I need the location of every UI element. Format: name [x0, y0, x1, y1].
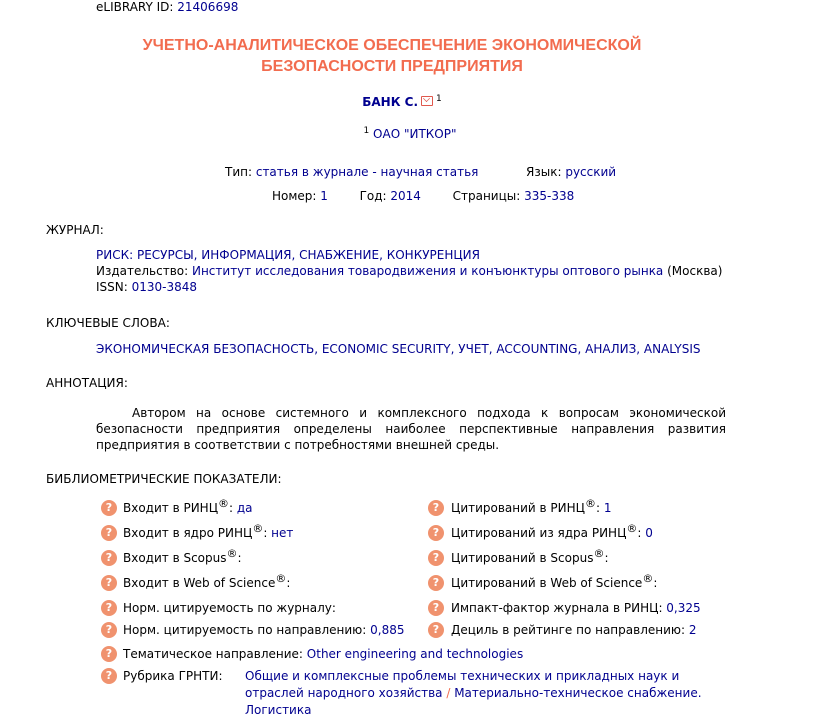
biblio-metric: Входит в Scopus®:: [123, 547, 242, 565]
article-language: русский: [565, 165, 617, 179]
elibrary-id: eLIBRARY ID: 21406698: [96, 0, 239, 14]
author-link[interactable]: БАНК С.: [362, 95, 419, 109]
keyword-separator: ,: [577, 342, 586, 356]
biblio-heading: БИБЛИОМЕТРИЧЕСКИЕ ПОКАЗАТЕЛИ:: [46, 472, 282, 486]
help-icon[interactable]: ?: [101, 575, 117, 591]
metric-value[interactable]: 0: [645, 526, 653, 540]
grnti-label: Рубрика ГРНТИ:: [123, 669, 223, 683]
email-icon[interactable]: [421, 96, 433, 106]
registered-mark: ®: [226, 547, 238, 560]
biblio-metric: Цитирований в Scopus®:: [451, 547, 609, 565]
metric-label: Дециль в рейтинге по направлению: [451, 623, 681, 637]
keyword-link[interactable]: ECONOMIC SECURITY: [321, 342, 451, 356]
metric-label: Импакт-фактор журнала в РИНЦ: [451, 601, 659, 615]
registered-mark: ®: [585, 497, 596, 510]
help-icon[interactable]: ?: [428, 550, 444, 566]
metric-value[interactable]: 1: [603, 501, 612, 515]
thematic-link[interactable]: Other engineering and technologies: [306, 647, 524, 661]
registered-mark: ®: [626, 522, 638, 535]
grnti-rubric: Общие и комплексные проблемы технических и прикладных наук и отраслей народного хозяйства / Материально-техническое снабжение. Логистика: [245, 669, 702, 717]
journal-issn: ISSN: 0130-3848: [96, 280, 198, 294]
affiliation-link[interactable]: ОАО "ИТКОР": [373, 127, 457, 141]
keyword-link[interactable]: ACCOUNTING: [496, 342, 578, 356]
metric-value[interactable]: 2: [688, 623, 697, 637]
registered-mark: ®: [642, 572, 654, 585]
biblio-metric: Норм. цитируемость по журналу:: [123, 601, 336, 615]
metric-label: Цитирований в Web of Science: [451, 576, 643, 590]
journal-name: [96, 248, 480, 262]
help-icon[interactable]: ?: [428, 622, 444, 638]
metric-value[interactable]: 0,325: [666, 601, 701, 615]
keyword-link[interactable]: АНАЛИЗ: [585, 342, 637, 356]
help-icon[interactable]: ?: [101, 525, 117, 541]
biblio-metric: Цитирований в РИНЦ®: 1: [451, 497, 612, 515]
keyword-separator: ,: [488, 342, 497, 356]
annotation-heading: АННОТАЦИЯ:: [46, 376, 128, 390]
metric-value[interactable]: 0,885: [370, 623, 405, 637]
help-icon[interactable]: ?: [428, 575, 444, 591]
pages-value: 335-338: [524, 189, 575, 203]
biblio-metric: Норм. цитируемость по направлению: 0,885: [123, 623, 405, 637]
keyword-separator: ,: [314, 342, 322, 356]
metric-label: Цитирований в Scopus: [451, 551, 594, 565]
journal-heading: ЖУРНАЛ:: [46, 223, 104, 237]
meta-number-year-pages: Номер: 1 Год: 2014 Страницы: 335-338: [272, 189, 575, 203]
year-link[interactable]: 2014: [390, 189, 421, 203]
help-icon[interactable]: ?: [101, 646, 117, 662]
keyword-link[interactable]: ЭКОНОМИЧЕСКАЯ БЕЗОПАСНОСТЬ: [96, 342, 315, 356]
keywords-heading: КЛЮЧЕВЫЕ СЛОВА:: [46, 316, 170, 330]
metric-value[interactable]: да: [236, 501, 253, 515]
grnti-link-1[interactable]: Общие и комплексные проблемы технических и прикладных наук и отраслей народного хозяйства: [245, 669, 680, 700]
registered-mark: ®: [275, 572, 287, 585]
metric-label: Норм. цитируемость по журналу: [123, 601, 332, 615]
help-icon[interactable]: ?: [428, 600, 444, 616]
annotation-text: Автором на основе системного и комплексного подхода к вопросам экономической безопасности предприятия определены наиболее перспективные направления развития предприятия в соответствии с потребностями внешней среды.: [96, 406, 726, 452]
keywords-list: [96, 342, 701, 356]
help-icon[interactable]: ?: [101, 668, 117, 684]
biblio-metric: Цитирований в Web of Science®:: [451, 572, 658, 590]
metric-value[interactable]: нет: [271, 526, 294, 540]
metric-label: Норм. цитируемость по направлению: [123, 623, 363, 637]
journal-publisher: Издательство: Институт исследования товародвижения и конъюнктуры оптового рынка (Москва): [96, 264, 723, 278]
registered-mark: ®: [252, 522, 264, 535]
keyword-separator: ,: [450, 342, 459, 356]
metric-label: Цитирований в РИНЦ: [451, 501, 585, 515]
registered-mark: ®: [218, 497, 230, 510]
article-title: УЧЕТНО-АНАЛИТИЧЕСКОЕ ОБЕСПЕЧЕНИЕ ЭКОНОМИЧЕСКОЙ БЕЗОПАСНОСТИ ПРЕДПРИЯТИЯ: [142, 37, 642, 75]
biblio-metric: Цитирований из ядра РИНЦ®: 0: [451, 522, 653, 540]
help-icon[interactable]: ?: [428, 525, 444, 541]
metric-label: Входит в Web of Science: [123, 576, 276, 590]
biblio-metric: Входит в РИНЦ®: да: [123, 497, 253, 515]
biblio-metric: Дециль в рейтинге по направлению: 2: [451, 623, 697, 637]
metric-label: Входит в РИНЦ: [123, 501, 219, 515]
metric-label: Входит в Scopus: [123, 551, 227, 565]
article-type: статья в журнале - научная статья: [255, 165, 479, 179]
keyword-link[interactable]: УЧЕТ: [458, 342, 489, 356]
help-icon[interactable]: ?: [101, 550, 117, 566]
affiliation: $^1$ ОАО "ИТКОР": [363, 126, 457, 141]
issue-number-link[interactable]: 1: [320, 189, 328, 203]
registered-mark: ®: [593, 547, 605, 560]
grnti-link-2[interactable]: Материально-техническое снабжение. Логистика: [245, 686, 702, 717]
keyword-link[interactable]: ANALYSIS: [643, 342, 701, 356]
thematic-direction: Тематическое направление: Other engineering and technologies: [123, 647, 524, 661]
help-icon[interactable]: ?: [101, 500, 117, 516]
issn-value: 0130-3848: [131, 280, 198, 294]
metric-label: Цитирований из ядра РИНЦ: [451, 526, 627, 540]
biblio-metric: Входит в ядро РИНЦ®: нет: [123, 522, 294, 540]
publisher-link[interactable]: Институт исследования товародвижения и конъюнктуры оптового рынка: [191, 264, 664, 278]
biblio-metric: Импакт-фактор журнала в РИНЦ: 0,325: [451, 601, 701, 615]
biblio-metric: Входит в Web of Science®:: [123, 572, 291, 590]
metric-label: Входит в ядро РИНЦ: [123, 526, 253, 540]
author-line: БАНК С. $^1$: [362, 94, 442, 109]
meta-type-lang: Тип: статья в журнале - научная статья Язык: русский: [225, 165, 617, 179]
keyword-separator: ,: [636, 342, 644, 356]
journal-link[interactable]: РИСК: РЕСУРСЫ, ИНФОРМАЦИЯ, СНАБЖЕНИЕ, КОНКУРЕНЦИЯ: [96, 248, 480, 262]
help-icon[interactable]: ?: [101, 600, 117, 616]
help-icon[interactable]: ?: [101, 622, 117, 638]
elibrary-id-link[interactable]: 21406698: [177, 0, 239, 14]
help-icon[interactable]: ?: [428, 500, 444, 516]
